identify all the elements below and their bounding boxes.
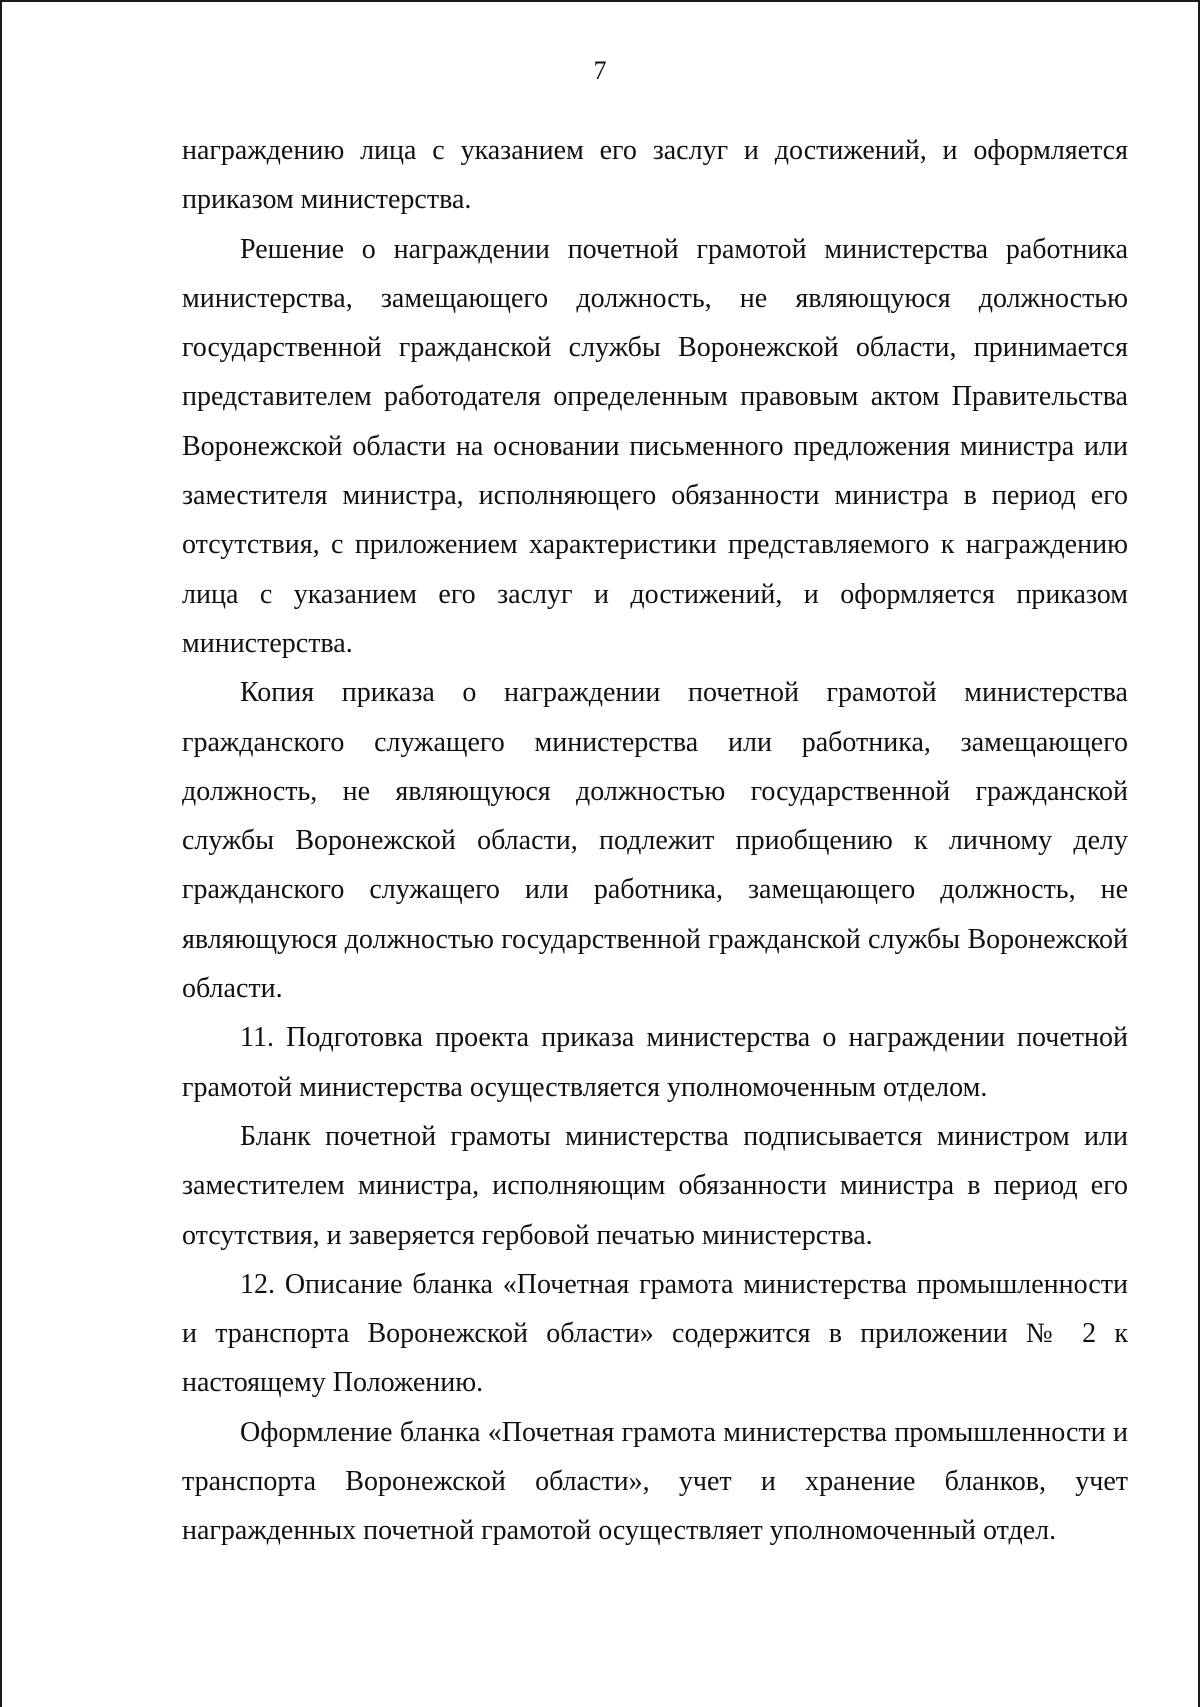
paragraph-order-copy: Копия приказа о награждении почетной грамотой министерства гражданского служащего министерства или работника, замещающего должность, не являющуюся должностью государственной гражданской службы Воронежской области, подлежит приобщению к личному делу гражданского служащего или работника, замещающего должность, не являющуюся должностью государственной гражданской службы Воронежской области. — [182, 677, 1128, 1005]
paragraph-decision-worker: Решение о награждении почетной грамотой министерства работника министерства, замещающего должность, не являющуюся должностью государственной гражданской службы Воронежской области, принимается представителем работодателя определенным правовым актом Правительства Воронежской области на основании письменного предложения министра или заместителя министра, исполняющего обязанности министра в период его отсутствия, с приложением характеристики представляемого к награждению лица с указанием его заслуг и достижений, и оформляется приказом министерства. — [182, 233, 1128, 659]
document-body — [182, 126, 1128, 1556]
paragraph-continuation: награждению лица с указанием его заслуг и достижений, и оформляется приказом министерства. — [182, 135, 1128, 216]
paragraph-form-registration: Оформление бланка «Почетная грамота министерства промышленности и транспорта Воронежской области», учет и хранение бланков, учет награжденных почетной грамотой осуществляет уполномоченный отдел. — [182, 1416, 1128, 1547]
paragraph-form-signing: Бланк почетной грамоты министерства подписывается министром или заместителем министра, исполняющим обязанности министра в период его отсутствия, и заверяется гербовой печатью министерства. — [182, 1120, 1128, 1251]
paragraph-item-11: 11. Подготовка проекта приказа министерства о награждении почетной грамотой министерства осуществляется уполномоченным отделом. — [182, 1022, 1128, 1103]
paragraph-item-12: 12. Описание бланка «Почетная грамота министерства промышленности и транспорта Воронежской области» содержится в приложении № 2 к настоящему Положению. — [182, 1268, 1128, 1399]
page-number: 7 — [593, 56, 607, 85]
